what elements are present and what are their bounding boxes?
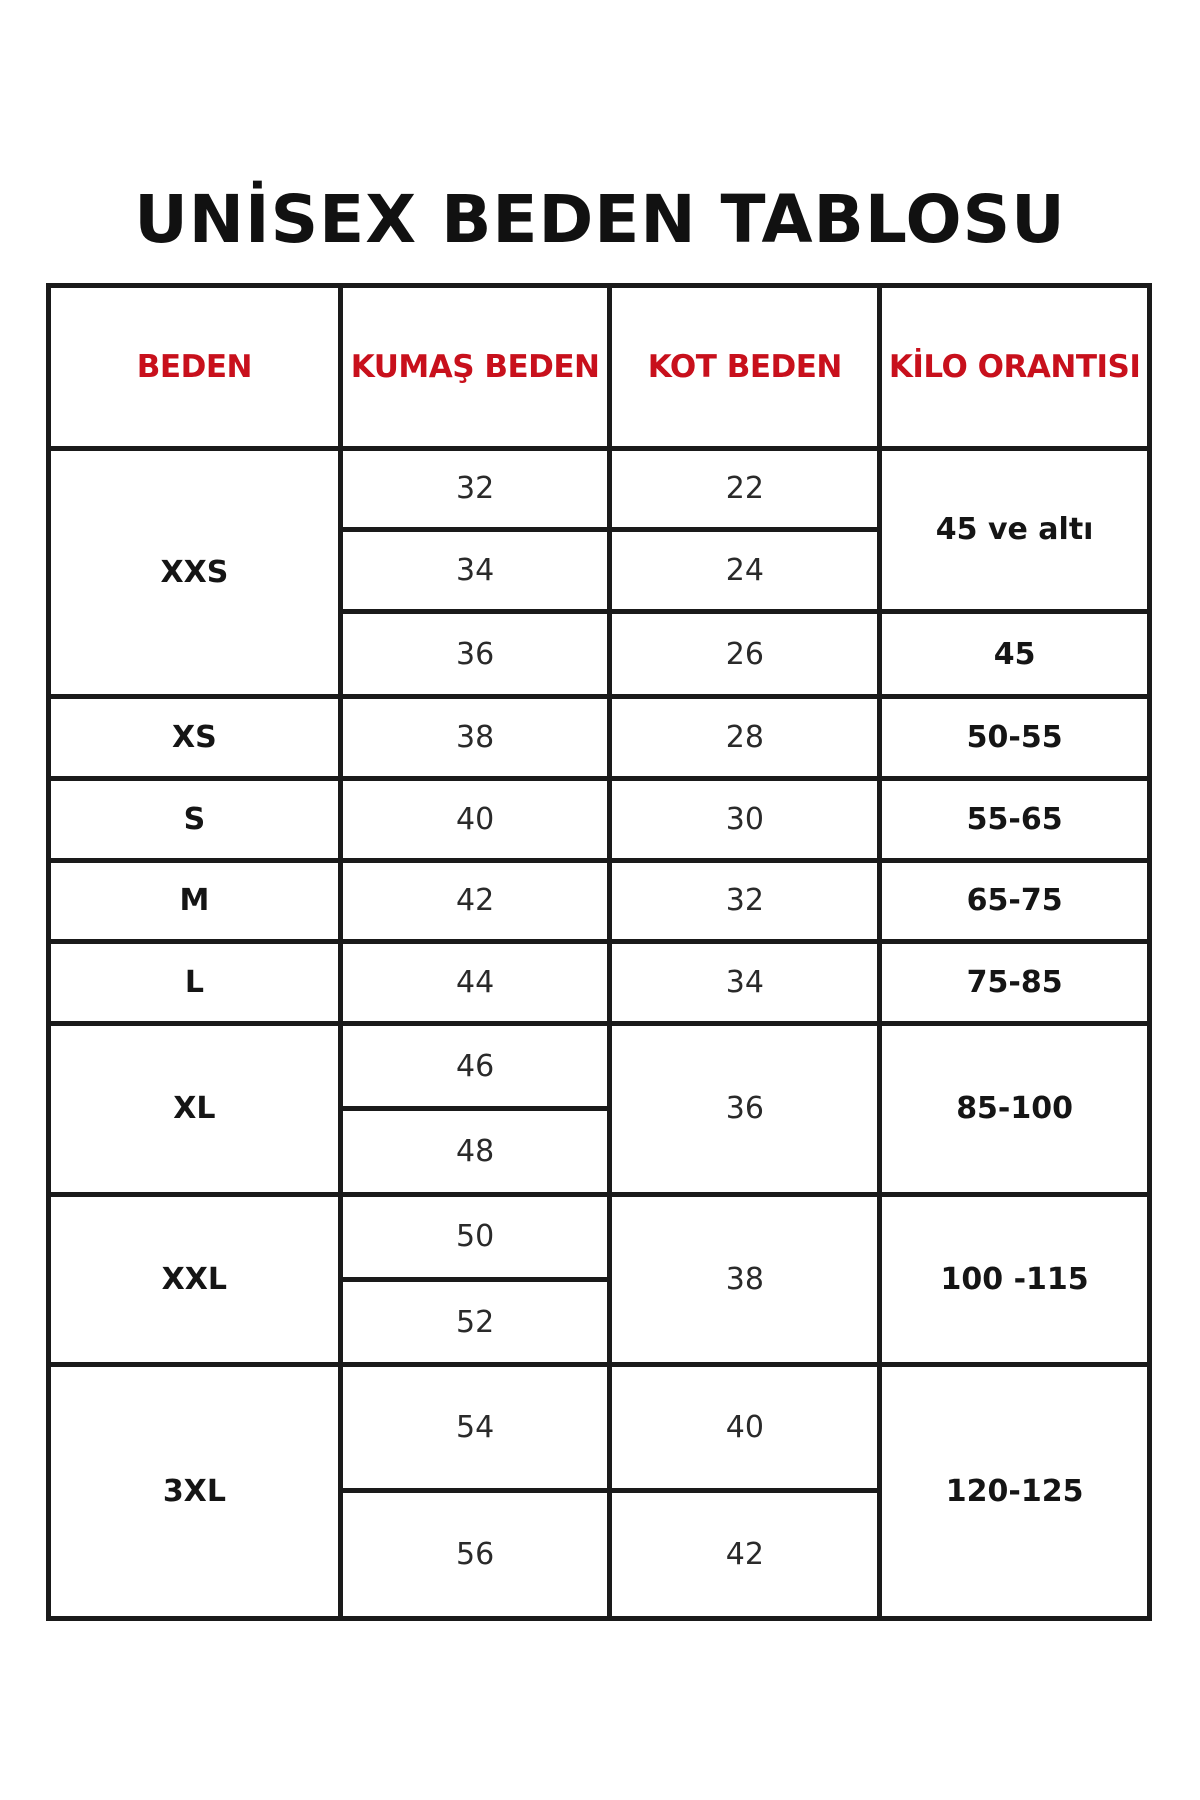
beden-cell-xxl: XXL: [49, 1194, 341, 1365]
beden-cell-xxs: XXS: [49, 448, 341, 696]
table-header-row: [49, 286, 1150, 449]
kilo-cell: 100 -115: [880, 1194, 1150, 1365]
header-kot-beden: KOT BEDEN: [610, 286, 880, 449]
table-row: [49, 1024, 1150, 1109]
kot-cell: 38: [610, 1194, 880, 1365]
header-kumas-beden: KUMAŞ BEDEN: [340, 286, 610, 449]
kumas-cell: 32: [340, 448, 610, 530]
kilo-cell: 45 ve altı: [880, 448, 1150, 612]
table-row: [49, 1365, 1150, 1490]
kumas-cell: 50: [340, 1194, 610, 1279]
table-row: [49, 448, 1150, 530]
kumas-cell: 38: [340, 696, 610, 778]
kot-cell: 40: [610, 1365, 880, 1490]
kot-cell: 26: [610, 612, 880, 697]
kot-cell: 34: [610, 942, 880, 1024]
beden-cell-m: M: [49, 860, 341, 942]
kumas-cell: 46: [340, 1024, 610, 1109]
kilo-cell: 75-85: [880, 942, 1150, 1024]
kilo-cell: 55-65: [880, 778, 1150, 860]
kilo-cell: 50-55: [880, 696, 1150, 778]
beden-cell-xs: XS: [49, 696, 341, 778]
kot-cell: 28: [610, 696, 880, 778]
kumas-cell: 54: [340, 1365, 610, 1490]
table-row: [49, 696, 1150, 778]
kumas-cell: 56: [340, 1490, 610, 1618]
kilo-cell: 45: [880, 612, 1150, 697]
kumas-cell: 34: [340, 530, 610, 612]
header-kilo-orantisi: KİLO ORANTISI: [880, 286, 1150, 449]
table-row: [49, 778, 1150, 860]
header-beden: BEDEN: [49, 286, 341, 449]
kot-cell: 32: [610, 860, 880, 942]
kumas-cell: 44: [340, 942, 610, 1024]
page-title: UNİSEX BEDEN TABLOSU: [134, 181, 1066, 258]
kumas-cell: 42: [340, 860, 610, 942]
kot-cell: 36: [610, 1024, 880, 1195]
kilo-cell: 120-125: [880, 1365, 1150, 1619]
beden-cell-l: L: [49, 942, 341, 1024]
kilo-cell: 65-75: [880, 860, 1150, 942]
kot-cell: 30: [610, 778, 880, 860]
table-row: [49, 1194, 1150, 1279]
kumas-cell: 40: [340, 778, 610, 860]
kumas-cell: 48: [340, 1108, 610, 1194]
kumas-cell: 36: [340, 612, 610, 697]
beden-cell-xl: XL: [49, 1024, 341, 1195]
table-row: [49, 860, 1150, 942]
size-table: [46, 283, 1152, 1621]
kilo-cell: 85-100: [880, 1024, 1150, 1195]
table-row: [49, 942, 1150, 1024]
kot-cell: 22: [610, 448, 880, 530]
beden-cell-3xl: 3XL: [49, 1365, 341, 1619]
beden-cell-s: S: [49, 778, 341, 860]
kumas-cell: 52: [340, 1279, 610, 1365]
kot-cell: 24: [610, 530, 880, 612]
kot-cell: 42: [610, 1490, 880, 1618]
